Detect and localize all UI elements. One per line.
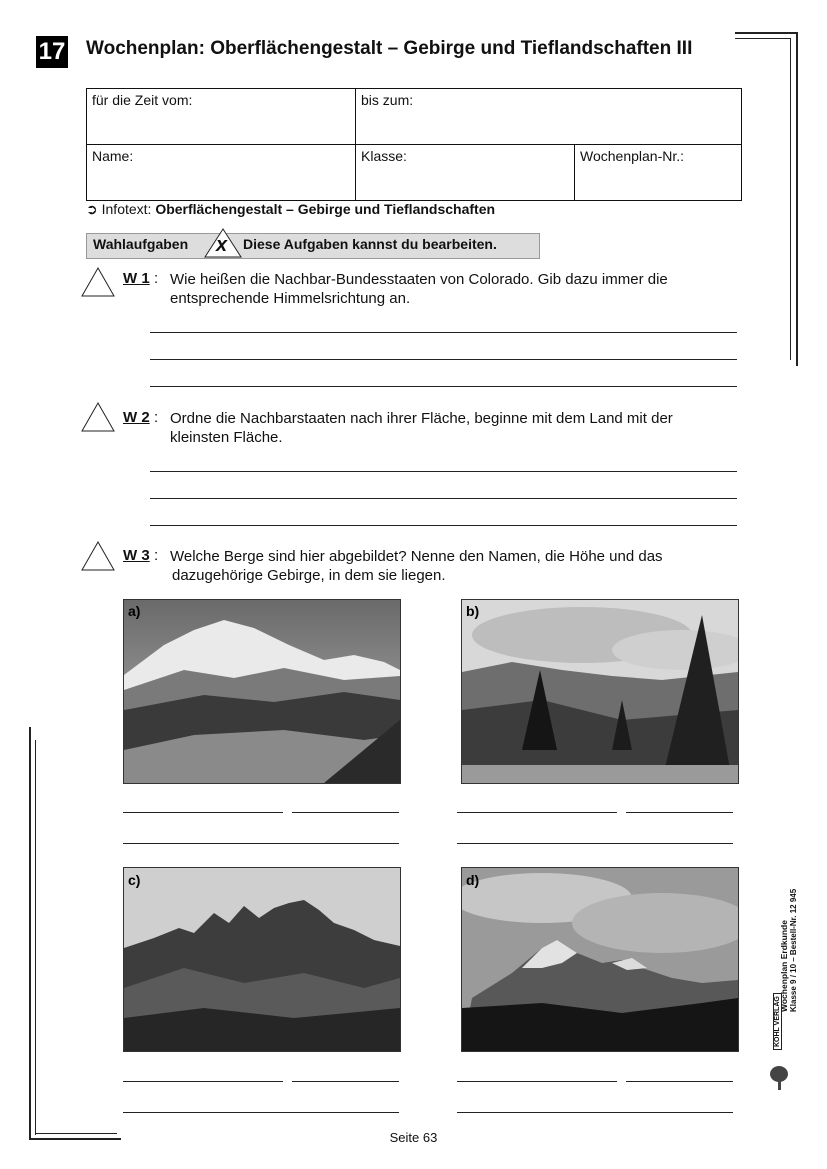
task-w3-text: [170, 547, 730, 585]
answer-line[interactable]: [150, 359, 737, 360]
wahl-mark: x: [216, 234, 228, 256]
answer-line[interactable]: [150, 525, 737, 526]
worksheet-number: 17: [36, 36, 68, 68]
answer-line[interactable]: [123, 812, 283, 813]
task-w2-number: W 2: [123, 409, 150, 426]
publisher-tree-logo-icon: [768, 1064, 790, 1092]
page-title: Wochenplan: Oberflächengestalt – Gebirge und Tieflandschaften III: [86, 38, 693, 59]
task-colon: :: [154, 547, 159, 564]
mountain-photo-a: [124, 600, 400, 783]
photo-a: [123, 599, 401, 784]
frame-top-right-h: [735, 32, 797, 34]
frame-bottom-left-v: [29, 727, 31, 1140]
answer-line[interactable]: [123, 843, 399, 844]
class-label: Klasse:: [361, 148, 407, 164]
task-w3-number: W 3: [123, 547, 150, 564]
task-w3-triangle-icon: [80, 540, 116, 572]
info-table: [86, 88, 742, 201]
answer-line[interactable]: [457, 812, 617, 813]
class-field[interactable]: [356, 145, 575, 201]
frame-bottom-left-v2: [35, 740, 36, 1135]
task-w2-text: [170, 409, 730, 447]
task-w3-line1: Welche Berge sind hier abgebildet? Nenne den Namen, die Höhe und das: [170, 548, 663, 565]
answer-line[interactable]: [457, 1112, 733, 1113]
task-w1-text: [170, 270, 730, 308]
photo-d-label: d): [466, 872, 480, 888]
frame-top-right-v: [796, 32, 798, 366]
answer-line[interactable]: [626, 1081, 733, 1082]
from-label: für die Zeit vom:: [92, 92, 193, 108]
series-title: Wochenplan Erdkunde: [779, 920, 789, 1012]
answer-line[interactable]: [150, 332, 737, 333]
mountain-photo-b: [462, 600, 738, 783]
answer-line[interactable]: [626, 812, 733, 813]
task-w1-line2: entsprechende Himmelsrichtung an.: [170, 290, 411, 307]
arrow-icon: ➲: [86, 201, 98, 217]
answer-line[interactable]: [150, 498, 737, 499]
from-field[interactable]: [87, 89, 356, 145]
answer-line[interactable]: [123, 1112, 399, 1113]
photo-b-label: b): [466, 603, 480, 619]
until-label: bis zum:: [361, 92, 414, 108]
task-w1-line1: Wie heißen die Nachbar-Bundesstaaten von Colorado. Gib dazu immer die: [170, 271, 668, 288]
photo-d: [461, 867, 739, 1052]
until-field[interactable]: [356, 89, 742, 145]
wahl-text: Diese Aufgaben kannst du bearbeiten.: [243, 236, 497, 252]
name-label: Name:: [92, 148, 134, 164]
task-w1-number: W 1: [123, 270, 150, 287]
order-number: Klasse 9 / 10 – Bestell-Nr. 12 945: [789, 888, 798, 1012]
answer-line[interactable]: [150, 386, 737, 387]
wahl-label: Wahlaufgaben: [93, 236, 189, 252]
plan-no-label: Wochenplan-Nr.:: [580, 148, 685, 164]
plan-no-field[interactable]: [575, 145, 742, 201]
frame-top-right-h2: [735, 38, 791, 39]
page-footer: Seite 63: [389, 1130, 438, 1145]
task-w1-triangle-icon: [80, 266, 116, 298]
photo-c-label: c): [128, 872, 141, 888]
answer-line[interactable]: [123, 1081, 283, 1082]
infotext-topic: Oberflächengestalt – Gebirge und Tieflandschaften: [155, 201, 496, 217]
publisher-name: KOHL VERLAG: [773, 993, 782, 1050]
photo-a-label: a): [128, 603, 141, 619]
mountain-photo-c: [124, 868, 400, 1051]
answer-line[interactable]: [457, 1081, 617, 1082]
infotext-label: Infotext:: [101, 201, 152, 217]
task-w2-line1: Ordne die Nachbarstaaten nach ihrer Fläche, beginne mit dem Land mit der: [170, 410, 673, 427]
task-colon: :: [154, 409, 159, 426]
answer-line[interactable]: [457, 843, 733, 844]
mountain-photo-d: [462, 868, 738, 1051]
name-field[interactable]: [87, 145, 356, 201]
infotext-line: [86, 201, 495, 218]
task-colon: :: [154, 270, 159, 287]
task-w3-line2: dazugehörige Gebirge, in dem sie liegen.: [172, 567, 446, 584]
answer-line[interactable]: [292, 812, 399, 813]
answer-line[interactable]: [150, 471, 737, 472]
photo-c: [123, 867, 401, 1052]
task-w2-line2: kleinsten Fläche.: [170, 429, 283, 446]
task-w2-triangle-icon: [80, 401, 116, 433]
answer-line[interactable]: [292, 1081, 399, 1082]
publisher-info: [779, 888, 799, 1012]
photo-b: [461, 599, 739, 784]
frame-top-right-v2: [790, 38, 791, 360]
